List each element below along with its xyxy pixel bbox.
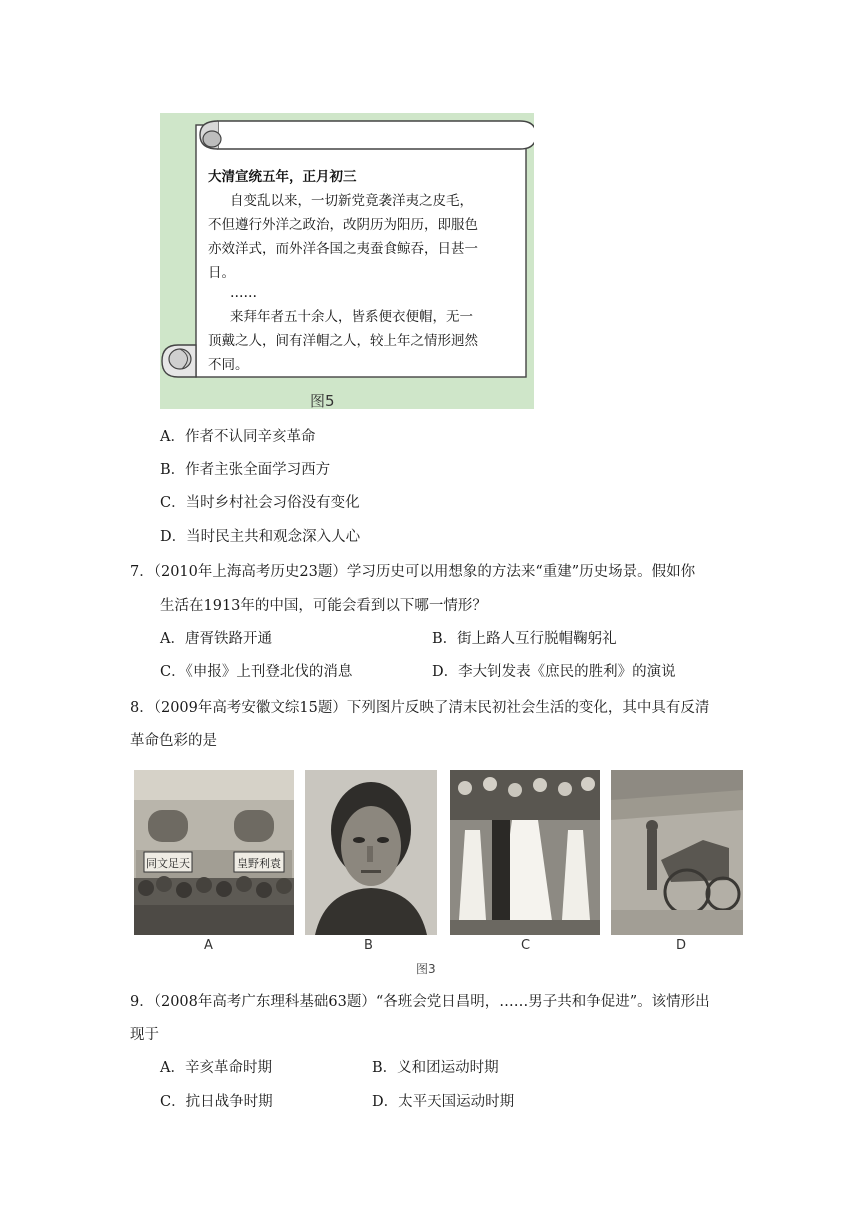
photo-a-crowd	[134, 770, 294, 935]
q6-option-a: A．作者不认同辛亥革命	[160, 429, 316, 445]
figure-5-scroll	[160, 113, 534, 409]
q9-option-c: C．抗日战争时期	[160, 1094, 273, 1110]
q8-stem-line-1: 8．（2009年高考安徽文综15题）下列图片反映了清末民初社会生活的变化，其中具有反清	[130, 700, 710, 716]
scroll-line: 不同。	[208, 357, 249, 373]
q7-stem-line-1: 7．（2010年上海高考历史23题）学习历史可以用想象的方法来“重建”历史场景。假如你	[130, 564, 696, 580]
scroll-line: 日。	[208, 265, 235, 281]
q7-option-b: B．街上路人互行脱帽鞠躬礼	[432, 631, 617, 647]
q6-option-c: C．当时乡村社会习俗没有变化	[160, 495, 360, 511]
photo-b-portrait	[305, 770, 437, 935]
q7-stem-line-2: 生活在1913年的中国，可能会看到以下哪一情形？	[160, 598, 487, 614]
photo-label-d: D	[676, 938, 687, 953]
scroll-line: 顶戴之人，间有洋帽之人，较上年之情形迥然	[208, 333, 478, 349]
photo-label-c: C	[521, 938, 531, 953]
q7-option-c: C．《申报》上刊登北伐的消息	[160, 664, 353, 680]
scroll-line: 自变乱以来，一切新党竟袭洋夷之皮毛，	[230, 193, 473, 209]
figure-5-caption: 图5	[310, 392, 335, 410]
q6-option-b: B．作者主张全面学习西方	[160, 462, 331, 478]
q9-stem-line-1: 9．（2008年高考广东理科基础63题）“各班会党日昌明，……男子共和争促进”。该情形出	[130, 994, 710, 1010]
q6-option-d: D．当时民主共和观念深入人心	[160, 529, 361, 545]
figure-3-caption: 图3	[416, 962, 436, 976]
scroll-line: 不但遵行外洋之政治，改阴历为阳历，即服色	[208, 217, 478, 233]
q9-stem-line-2: 现于	[130, 1027, 159, 1043]
scroll-ellipsis: ……	[230, 285, 257, 301]
sign-left: 同文足天	[146, 857, 190, 870]
sign-right: 皇野利袁	[237, 857, 281, 870]
photo-d-rickshaw	[611, 770, 743, 935]
q8-stem-line-2: 革命色彩的是	[130, 733, 217, 749]
q7-option-a: A．唐胥铁路开通	[160, 631, 272, 647]
scroll-line: 亦效洋式，而外洋各国之夷蚕食鲸吞，日甚一	[208, 241, 478, 257]
scroll-line: 来拜年者五十余人，皆系便衣便帽，无一	[230, 309, 473, 325]
photo-label-a: A	[204, 938, 213, 953]
q9-option-a: A．辛亥革命时期	[160, 1060, 272, 1076]
photo-c-wedding	[450, 770, 600, 935]
q9-option-d: D．太平天国运动时期	[372, 1094, 515, 1110]
q9-option-b: B．义和团运动时期	[372, 1060, 499, 1076]
scroll-title: 大清宣统五年，正月初三	[208, 169, 357, 185]
q7-option-d: D．李大钊发表《庶民的胜利》的演说	[432, 664, 676, 680]
photo-label-b: B	[364, 938, 373, 953]
